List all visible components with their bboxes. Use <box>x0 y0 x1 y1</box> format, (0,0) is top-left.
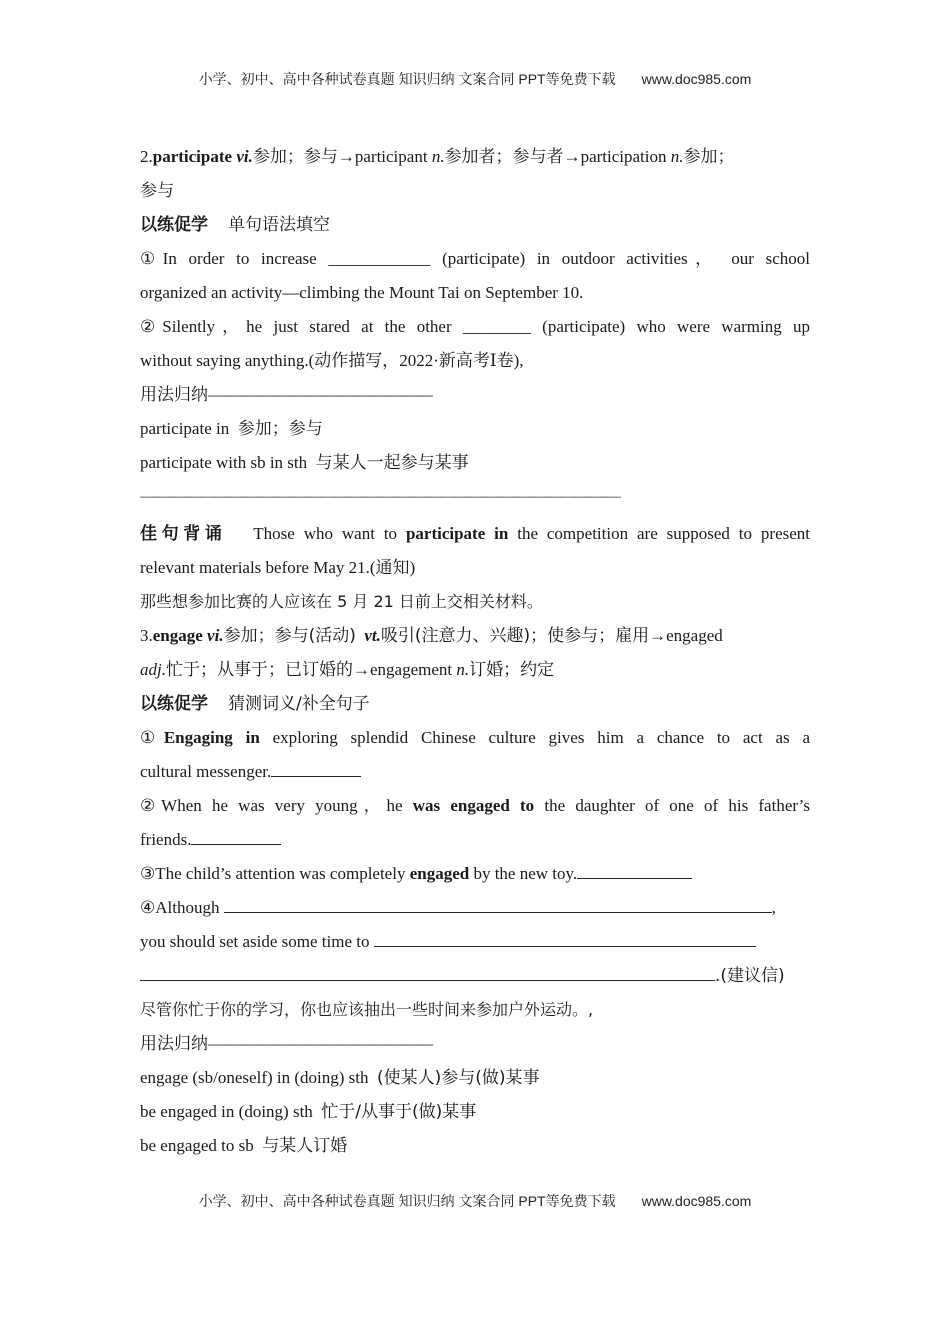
model-sentence <box>140 517 810 551</box>
entry-number: 3. <box>140 626 153 645</box>
question-2-line1 <box>140 789 810 823</box>
footer-text: 小学、初中、高中各种试卷真题 知识归纳 文案合同 PPT等免费下载 <box>198 1193 616 1209</box>
usage-en: participate in <box>140 419 230 438</box>
sentence-text: the competition are supposed to present <box>508 524 811 543</box>
practice-heading <box>140 208 810 242</box>
part-of-speech: vi. <box>236 147 253 166</box>
question-2-line2 <box>140 823 810 857</box>
usage-item <box>140 1095 810 1129</box>
question-text: ④Although <box>140 898 220 917</box>
question-keyword: engaged <box>409 864 470 883</box>
source-tag: 动作描写 <box>314 351 383 371</box>
arrow-icon: → <box>649 626 667 645</box>
source-tag: .(建议信) <box>715 966 785 986</box>
divider: —————————————— <box>208 1034 432 1053</box>
document-body <box>140 140 810 1163</box>
headword-meaning: 参加；参与 <box>252 147 338 167</box>
part-of-speech: vi. <box>207 626 224 645</box>
derived-word: engaged <box>666 626 723 645</box>
practice-heading <box>140 687 810 721</box>
derived-word: participant <box>354 147 428 166</box>
practice-type: 猜测词义/补全句子 <box>228 694 370 714</box>
derived-meaning: 参加者；参与者 <box>444 147 564 167</box>
usage-cn: 忙于/从事于(做)某事 <box>321 1102 477 1122</box>
question-text: the daughter of one of his father’s <box>534 796 810 815</box>
sentence-text: Those who want to <box>253 524 406 543</box>
derived-word: engagement <box>369 660 453 679</box>
answer-blank[interactable] <box>271 760 361 777</box>
derived-meaning: 订婚；约定 <box>469 660 555 680</box>
usage-cn: 与某人一起参与某事 <box>315 453 469 473</box>
usage-en: participate with sb in sth <box>140 453 308 472</box>
question-1-line2: organized an activity—climbing the Mount Tai on September 10. <box>140 283 584 302</box>
arrow-icon: → <box>352 660 370 679</box>
header-url: www.doc985.com <box>641 71 752 87</box>
question-4-line1 <box>140 891 810 925</box>
answer-blank[interactable] <box>191 828 281 845</box>
usage-cn: 参加；参与 <box>237 419 323 439</box>
practice-type: 单句语法填空 <box>228 215 330 235</box>
entry-number: 2. <box>140 147 153 166</box>
headword-meaning: 参加；参与(活动) <box>223 626 356 646</box>
question-2-line1: ②Silently，he just stared at the other ________ (participate) who were warming up <box>140 317 810 336</box>
usage-en: be engaged in (doing) sth <box>140 1102 313 1121</box>
derived-meaning: 忙于；从事于；已订婚的 <box>165 660 353 680</box>
footer-url: www.doc985.com <box>641 1193 752 1209</box>
usage-cn: 与某人订婚 <box>262 1136 348 1156</box>
headword: engage <box>152 626 203 645</box>
question-text: ②When he was very young，he <box>140 796 413 815</box>
usage-item <box>140 446 810 480</box>
divider: —————————————— <box>208 385 432 404</box>
question-text: cultural messenger. <box>140 762 272 781</box>
question-text: without saying anything.( <box>140 351 315 370</box>
arrow-icon: → <box>337 147 355 166</box>
question-text: you should set aside some time to <box>140 932 370 951</box>
question-1-line2 <box>140 755 810 789</box>
usage-heading <box>140 1027 810 1061</box>
question-text: exploring splendid Chinese culture gives him a chance to act as a <box>259 728 811 747</box>
usage-en: be engaged to sb <box>140 1136 254 1155</box>
question-4-translation: 尽管你忙于你的学习，你也应该抽出一些时间来参加户外运动。, <box>140 1000 594 1019</box>
practice-label: 以练促学 <box>140 215 208 235</box>
header-text: 小学、初中、高中各种试卷真题 知识归纳 文案合同 PPT等免费下载 <box>198 71 616 87</box>
usage-label: 用法归纳 <box>140 1034 208 1054</box>
headword-meaning: 吸引(注意力、兴趣)；使参与；雇用 <box>380 626 650 646</box>
question-text: by the new toy. <box>469 864 578 883</box>
usage-en: engage (sb/oneself) in (doing) sth <box>140 1068 369 1087</box>
usage-heading <box>140 378 810 412</box>
question-text: ③The child’s attention was completely <box>140 864 410 883</box>
part-of-speech: vt. <box>364 626 381 645</box>
source-ref: ，2022·新高考Ⅰ卷), <box>382 351 524 370</box>
practice-label: 以练促学 <box>140 694 208 714</box>
derived-pos: n. <box>431 147 445 166</box>
divider: ———————————————————————————————— <box>140 488 620 505</box>
derived-pos: n. <box>456 660 470 679</box>
model-sentence-line2: relevant materials before May 21.(通知) <box>140 558 416 577</box>
question-keyword: was engaged to <box>412 796 535 815</box>
question-1-line1: ①Engaging in exploring splendid Chinese culture gives him a chance to act as a <box>140 728 811 747</box>
question-2-line2 <box>140 344 810 378</box>
entry-engage-heading-cont <box>140 653 810 687</box>
punctuation: , <box>771 898 776 917</box>
sentence-keyword: participate in <box>405 524 509 543</box>
derived-pos: adj. <box>140 660 166 679</box>
entry-engage-heading <box>140 619 810 653</box>
answer-blank[interactable] <box>140 964 715 981</box>
model-sentence-translation: 那些想参加比赛的人应该在 5 月 21 日前上交相关材料。 <box>140 592 543 611</box>
usage-label: 用法归纳 <box>140 385 208 405</box>
usage-cn: (使某人)参与(做)某事 <box>377 1068 540 1088</box>
entry-participate-heading <box>140 140 810 174</box>
usage-item <box>140 1061 810 1095</box>
headword: participate <box>152 147 233 166</box>
question-1-line1: ①In order to increase ____________ (participate) in outdoor activities， our school <box>140 249 810 268</box>
page-header <box>0 69 950 89</box>
derived-meaning-cont: 参与 <box>140 181 174 201</box>
sentence-label: 佳句背诵 <box>140 524 227 544</box>
derived-word: participation <box>580 147 667 166</box>
answer-blank[interactable] <box>374 930 756 947</box>
question-4-line2 <box>140 925 810 959</box>
question-keyword: Engaging in <box>163 728 260 747</box>
derived-pos: n. <box>670 147 684 166</box>
answer-blank[interactable] <box>577 862 692 879</box>
arrow-icon: → <box>563 147 581 166</box>
question-4-line3 <box>140 959 810 993</box>
usage-item <box>140 1129 810 1163</box>
derived-meaning: 参加； <box>683 147 735 167</box>
question-text: friends. <box>140 830 192 849</box>
question-3 <box>140 857 810 891</box>
page-footer <box>0 1191 950 1211</box>
answer-blank[interactable] <box>224 896 772 913</box>
usage-item <box>140 412 810 446</box>
